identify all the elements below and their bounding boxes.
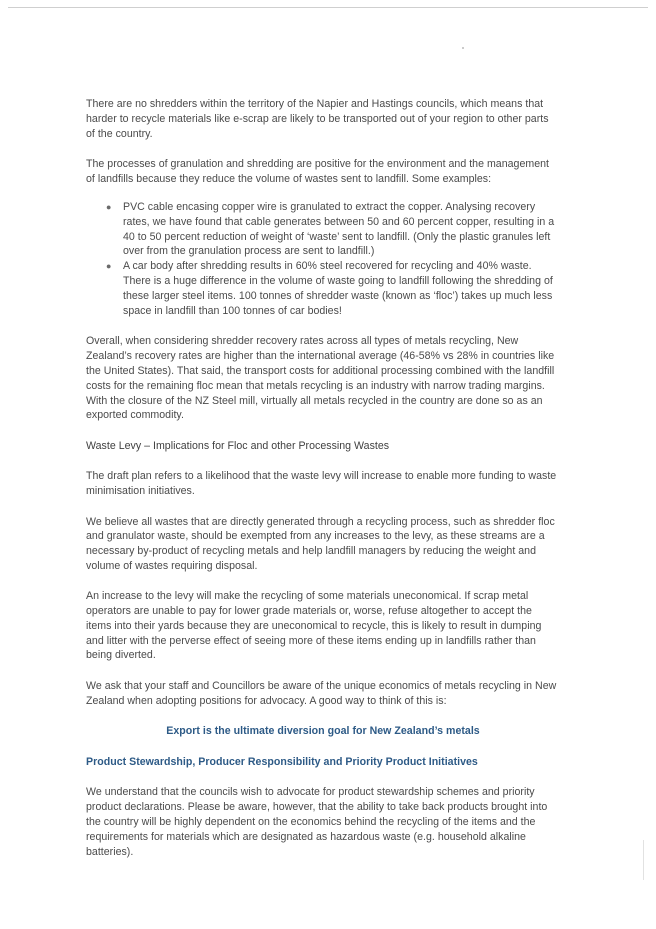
callout-export-goal: Export is the ultimate diversion goal for New Zealand’s metals	[166, 724, 480, 737]
paragraph-recovery-rates: Overall, when considering shredder recovery rates across all types of metals recycling, New Zealand’s recovery rates are higher than the international average (46-58% vs 28% in countries like the United States). That said, the transport costs for additional processing combined with the landfill costs for the remaining floc mean that metals recycling is an industry with narrow trading margins. With the closure of the NZ Steel mill, virtually all metals recycled in the country are done so as an exported commodity.	[86, 335, 555, 422]
bullet-icon: ●	[106, 261, 112, 272]
paragraph-granulation: The processes of granulation and shredding are positive for the environment and the management of landfills because they reduce the volume of wastes sent to landfill. Some examples:	[86, 157, 549, 185]
paragraph-exemption: We believe all wastes that are directly generated through a recycling process, such as shredder floc and granulator waste, should be exempted from any increases to the levy, as these streams are a necessary by-product of recycling metals and help landfill managers by reducing the weight and volume of wastes requiring disposal.	[86, 515, 555, 572]
section-heading-waste-levy: Waste Levy – Implications for Floc and other Processing Wastes	[86, 439, 390, 452]
examples-list	[86, 200, 560, 318]
top-rule	[8, 7, 648, 8]
list-item-text: PVC cable encasing copper wire is granulated to extract the copper. Analysing recovery rates, we have found that cable generates between 50 and 60 percent copper, resulting in a 40 to 50 percent reduction of weight of ‘waste’ sent to landfill. (Only the plastic granules left over from the granulation process are sent to landfill.)	[123, 200, 555, 258]
list-item-text: A car body after shredding results in 60% steel recovered for recycling and 40% waste. There is a huge difference in the volume of waste going to landfill following the shredding of these larger steel items. 100 tonnes of shredder waste (known as ‘floc’) takes up much less space in landfill than 100 tonnes of car bodies!	[123, 260, 553, 317]
paragraph-shredders: There are no shredders within the territory of the Napier and Hastings councils, which means that harder to recycle materials like e-scrap are likely to be transported out of your region to other parts of the country.	[86, 98, 549, 140]
scan-speck	[462, 47, 464, 49]
paragraph-stewardship: We understand that the councils wish to advocate for product stewardship schemes and priority product declarations. Please be aware, however, that the ability to take back products brought into the country will be highly dependent on the economics behind the recycling of the items and the requirements for materials which are designated as hazardous waste (e.g. household alkaline batteries).	[86, 786, 548, 858]
bullet-icon: ●	[106, 201, 112, 212]
paragraph-advocacy: We ask that your staff and Councillors be aware of the unique economics of metals recycling in New Zealand when adopting positions for advocacy. A good way to think of this is:	[86, 679, 557, 707]
paragraph-levy-increase: An increase to the levy will make the recycling of some materials uneconomical. If scrap metal operators are unable to pay for lower grade materials or, worse, refuse altogether to accept the items into their yards because they are uneconomical to recycle, this is likely to result in dumping and litter with the perverse effect of seeing more of these items ending up in landfills rather than being diverted.	[86, 590, 542, 662]
list-item	[106, 259, 560, 318]
list-item	[106, 200, 560, 259]
document-body	[86, 97, 560, 875]
scan-edge-mark	[643, 840, 644, 880]
paragraph-draft-plan: The draft plan refers to a likelihood that the waste levy will increase to enable more funding to waste minimisation initiatives.	[86, 470, 557, 498]
section-heading-product-stewardship: Product Stewardship, Producer Responsibility and Priority Product Initiatives	[86, 755, 478, 768]
